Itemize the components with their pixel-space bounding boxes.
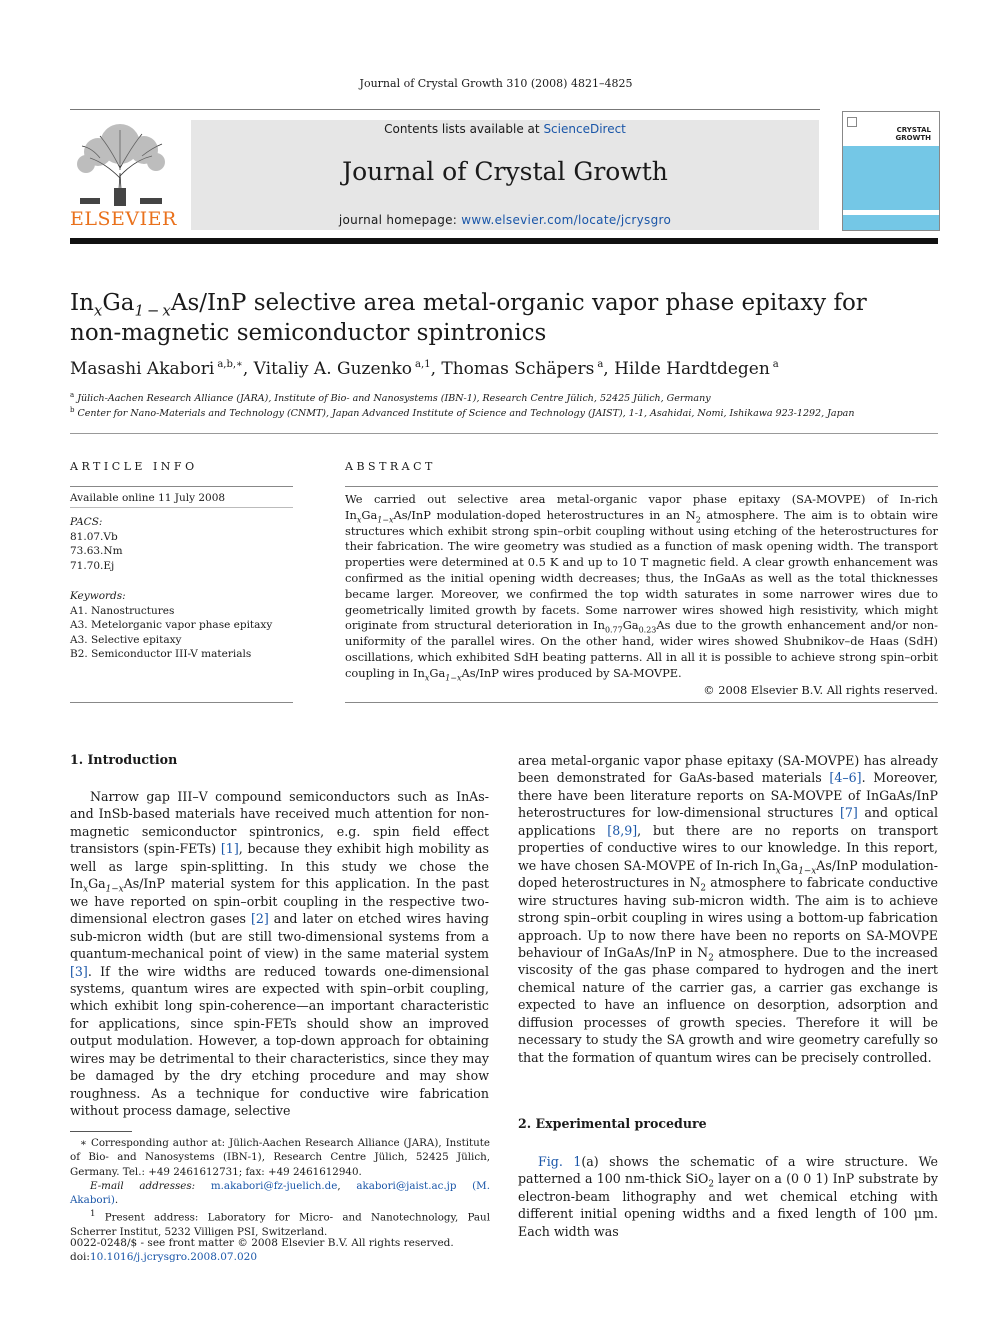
author-affiliation-marker: a (772, 359, 779, 371)
cover-band-bottom (843, 215, 939, 230)
banner-bottom-rule (70, 238, 938, 244)
email-link[interactable]: akabori@jaist.ac.jp (M. Akabori) (70, 1179, 490, 1207)
author-name[interactable]: Masashi Akabori (70, 359, 215, 379)
title-part: As/InP selective area metal-organic vapor phase epitaxy for (170, 290, 867, 316)
body-text: and later on etched wires having sub-micron width (but are still two-dimensional systems from a quantum-mechanical point of view) in the same material system (70, 911, 489, 962)
journal-cover-thumbnail[interactable] (842, 111, 940, 231)
elsevier-logo[interactable] (70, 118, 177, 230)
homepage-line (191, 213, 819, 227)
abstract-heading: ABSTRACT (345, 460, 436, 473)
subscript: 1−x (377, 515, 394, 525)
title-subscript-x: x (93, 301, 103, 320)
article-info-heading: ARTICLE INFO (70, 460, 198, 473)
body-text: As/InP modulation-doped heterostructures in N (518, 857, 938, 891)
doi-label: doi: (70, 1251, 90, 1264)
body-text: Ga (88, 876, 106, 892)
abstract-text (345, 492, 938, 682)
cover-band (843, 146, 939, 210)
subscript: 2 (708, 1179, 714, 1190)
abstract-part: As/InP modulation-doped heterostructures in an N (393, 507, 696, 522)
body-text: . Moreover, there have been literature reports on SA-MOVPE of InGaAs/InP heterostructures for low-dimensional structures (518, 770, 938, 821)
info-rule (70, 486, 293, 487)
body-text: (a) shows the schematic of a wire structure. We patterned a 100 nm-thick SiO (518, 1154, 938, 1187)
experimental-heading: 2. Experimental procedure (518, 1116, 707, 1131)
footnote-marker: 1 (90, 1209, 96, 1220)
banner-top-rule (70, 109, 820, 110)
body-text: As/InP material system for this application. In the past we have reported on spin–orbit coupling in the respective two-dimensional electron gases (70, 876, 489, 927)
subscript: 2 (695, 515, 701, 525)
affiliation-a (70, 391, 950, 404)
body-text: , but there are no reports on transport properties of conductive wires to our knowledge. In this report, we have chosen SA-MOVPE of In-rich In (518, 822, 938, 873)
reference-link[interactable]: [3] (70, 963, 88, 979)
available-online: Available online 11 July 2008 (70, 492, 226, 504)
pacs-code: 81.07.Vb (70, 530, 118, 543)
running-header: Journal of Crystal Growth 310 (2008) 4821–4825 (359, 77, 633, 90)
author-affiliation-marker: a,1 (415, 359, 431, 371)
subscript: x (83, 884, 89, 895)
author-name[interactable]: Thomas Schäpers (441, 359, 595, 379)
corresponding-author-note: Corresponding author at: Jülich-Aachen Research Alliance (JARA), Institute of Bio- and Nanosystems (IBN-1), Research Centre Jülich, 52425 Jülich, Germany. Tel.: +49 2461612731; fax: +49 2461612940. (70, 1137, 490, 1178)
keyword: A3. Metelorganic vapor phase epitaxy (70, 619, 273, 631)
author-affiliation-marker: a (597, 359, 604, 371)
email-end: . (114, 1194, 119, 1207)
author-list: Masashi Akabori $^{a,b,∗}$, Vitaliy A. Guzenko $^{a,1}$, Thomas Schäpers $^a$, Hilde Hardtdegen $^a$ (70, 359, 779, 379)
abstract-part: As due to the growth enhancement and/or non-uniformity of the parallel wires. On the other hand, wider wires showed Shubnikov–de Haas (SdH) oscillations, which exhibited SdH beating patterns. All in all it is possible to achieve strong spin–orbit coupling in In (345, 618, 939, 680)
title-divider (70, 433, 938, 434)
reference-link[interactable]: [1] (220, 841, 239, 857)
subscript: 2 (700, 883, 707, 894)
cover-emblem-icon (847, 117, 857, 127)
affiliation-marker: b (70, 406, 75, 414)
body-text: area metal-organic vapor phase epitaxy (SA-MOVPE) has already been demonstrated for GaAs-based materials (518, 753, 938, 786)
experimental-text (518, 1153, 938, 1240)
homepage-link[interactable]: www.elsevier.com/locate/jcrysgro (461, 213, 672, 227)
body-text: . If the wire widths are reduced towards one-dimensional systems, quantum wires are expected with spin–orbit coupling, which exhibit long spin-coherence—an important characteristic for applications, since spin-FETs should show an improved output modulation. However, a top-down approach for obtaining wires may be detrimental to their characteristics, since they may be damaged by the dry etching procedure and may show roughness. As a technique for conductive wire fabrication without process damage, selective (70, 963, 489, 1119)
footnote-marker: ∗ (80, 1137, 87, 1149)
body-text: and optical applications (518, 805, 938, 838)
front-matter-meta (70, 1236, 454, 1265)
subscript: x (424, 673, 430, 683)
author-name[interactable]: Vitaliy A. Guzenko (253, 359, 413, 379)
body-text: atmosphere. Due to the increased viscosity of the gas phase compared to hydrogen and the inert chemical nature of the carrier gas, a carrier gas exchange is expected to have an influence on desorption, adsorption and diffusion processes of growth species. Therefore it will be necessary to study the SA growth and wire geometry carefully so that the formation of quantum wires can be precisely controlled. (518, 944, 938, 1065)
contents-line (191, 122, 819, 136)
sciencedirect-link[interactable]: ScienceDirect (543, 122, 626, 136)
abstract-part: As/InP wires produced by SA-MOVPE. (461, 665, 682, 680)
reference-link[interactable]: [4–6] (829, 770, 862, 786)
keywords-block (70, 589, 272, 662)
body-text: layer on a (0 0 1) InP substrate by electron-beam lithography and wet chemical etching with different initial opening widths and a fixed length of 100 μm. Each width was (518, 1171, 938, 1239)
article-title (70, 288, 930, 348)
abstract-copyright: © 2008 Elsevier B.V. All rights reserved. (703, 683, 938, 697)
pacs-code: 73.63.Nm (70, 545, 123, 557)
subscript: 0.23 (638, 625, 657, 635)
footnote-rule (70, 1131, 132, 1132)
affiliation-text: Jülich-Aachen Research Alliance (JARA), Institute of Bio- and Nanosystems (IBN-1), Research Centre Jülich, 52425 Jülich, Germany (77, 393, 711, 405)
pacs-label: PACS: (70, 516, 103, 528)
keyword: A3. Selective epitaxy (70, 633, 182, 646)
keyword: B2. Semiconductor III-V materials (70, 648, 252, 660)
title-subscript-1-x: 1 − x (134, 301, 171, 320)
footnotes (70, 1136, 490, 1240)
present-address-note: Present address: Laboratory for Micro- and Nanotechnology, Paul Scherrer Institut, 5232 Villigen PSI, Switzerland. (70, 1211, 490, 1239)
subscript: 1−x (105, 884, 124, 895)
body-text: Ga (780, 857, 799, 873)
reference-link[interactable]: [7] (839, 805, 858, 821)
pacs-block (70, 515, 123, 573)
affiliation-text: Center for Nano-Materials and Technology (CNMT), Japan Advanced Institute of Science and Technology (JAIST), 1-1, Asahidai, Nomi, Ishikawa 923-1292, Japan (77, 408, 855, 420)
subscript: 0.77 (604, 625, 623, 635)
cover-title-line-2: GROWTH (895, 134, 931, 142)
body-text: Narrow gap III–V compound semiconductors such as InAs- and InSb-based materials have received much attention for non-magnetic semiconductor spintronics, e.g. spin field effect transistors (spin-FETs) (70, 789, 489, 857)
contents-prefix: Contents lists available at (384, 122, 544, 136)
title-line-2: non-magnetic semiconductor spintronics (70, 320, 547, 346)
title-part: Ga (102, 290, 135, 316)
doi-line (70, 1250, 454, 1264)
introduction-heading: 1. Introduction (70, 752, 178, 767)
subscript: 1−x (798, 866, 817, 877)
body-text: atmosphere to fabricate conductive wire structures having sub-micron width. The aim is to achieve strong spin–orbit coupling in wires using a bottom-up fabrication approach. Up to now there have been no reports on SA-MOVPE behaviour of InGaAs/InP in N (518, 875, 938, 960)
issn-line: 0022-0248/$ - see front matter © 2008 Elsevier B.V. All rights reserved. (70, 1237, 454, 1249)
reference-link[interactable]: [8,9] (607, 822, 638, 838)
reference-link[interactable]: [2] (250, 911, 269, 927)
subscript: 2 (708, 953, 714, 964)
author-affiliation-marker: a,b,∗ (217, 359, 243, 371)
abstract-part: Ga (429, 665, 446, 680)
abstract-part: We carried out selective area metal-organic vapor phase epitaxy (SA-MOVPE) of In-rich In (345, 492, 938, 522)
subscript: x (356, 515, 362, 525)
info-rule (70, 507, 293, 508)
author-name[interactable]: Hilde Hardtdegen (614, 359, 770, 379)
subscript: 1−x (445, 673, 462, 683)
abstract-part: Ga (622, 618, 639, 633)
keywords-label: Keywords: (70, 590, 126, 602)
abstract-rule (345, 486, 938, 487)
affiliation-marker: a (70, 391, 75, 399)
abstract-part: Ga (361, 507, 378, 522)
info-rule (70, 702, 293, 703)
cover-title-line-1: CRYSTAL (896, 126, 931, 134)
email-link[interactable]: m.akabori@fz-juelich.de (210, 1179, 338, 1192)
introduction-text (70, 788, 489, 1120)
introduction-text-continued (518, 752, 938, 1066)
subscript: x (775, 866, 781, 877)
pacs-code: 71.70.Ej (70, 559, 115, 572)
body-text: , because they exhibit high mobility as well as large spin-splitting. In this study we chose the In (70, 841, 489, 892)
journal-title: Journal of Crystal Growth (342, 157, 668, 186)
cover-title (896, 126, 931, 142)
abstract-rule (345, 702, 938, 703)
abstract-part: atmosphere. The aim is to obtain wire structures which exhibit strong spin–orbit coupling without using etching of the heterostructures for their fabrication. The wire geometry was studied as a function of mask opening width. The transport properties were determined at 0.5 K and up to 10 T magnetic field. A clear growth enhancement was confirmed as the initial opening width decreases; thus, the InGaAs as well as the total thicknesses became larger. Moreover, we confirmed the top width saturates in some narrower wires due to geometrically limited growth by facets. Some narrower wires showed high resistivity, which might originate from structural deterioration in In (345, 507, 938, 633)
keyword: A1. Nanostructures (70, 604, 175, 617)
homepage-prefix: journal homepage: (338, 213, 462, 227)
title-part: In (70, 290, 94, 316)
email-label: E-mail addresses: (90, 1179, 211, 1192)
email-separator: , (337, 1179, 357, 1192)
affiliation-b (70, 406, 950, 419)
elsevier-wordmark: ELSEVIER (70, 208, 177, 230)
doi-link[interactable]: 10.1016/j.jcrysgro.2008.07.020 (89, 1251, 257, 1264)
figure-link[interactable]: Fig. 1 (538, 1154, 582, 1169)
